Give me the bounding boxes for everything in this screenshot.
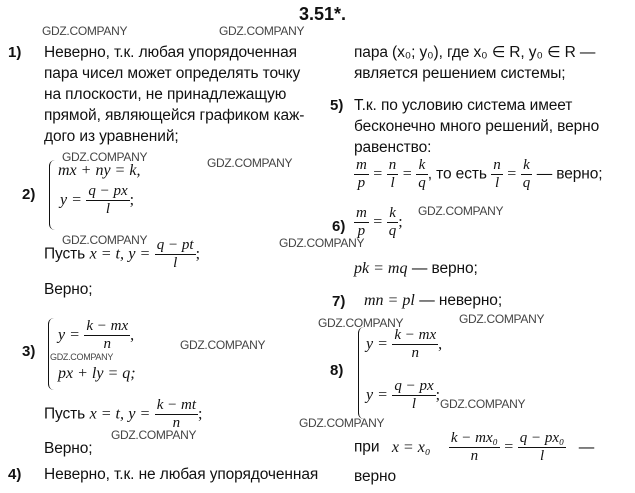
item-2-number: 2)	[22, 186, 36, 203]
watermark: GDZ.COMPANY	[50, 352, 114, 362]
item-1-line-2: пара чисел может определять точку	[44, 65, 301, 82]
item-2-equation-2: y = $\frac{q - px}{l}$ ;	[60, 183, 135, 217]
item-4-number: 4)	[8, 466, 22, 483]
item-8-equation-1: y = $\frac{k - mx}{n}$ ,	[366, 327, 443, 361]
item-4-line-1: Неверно, т.к. не любая упорядоченная	[44, 466, 319, 483]
watermark: GDZ.COMPANY	[318, 316, 404, 330]
item-5-number: 5)	[330, 97, 344, 114]
item-5-line-1: Т.к. по условию система имеет	[354, 97, 573, 114]
watermark: GDZ.COMPANY	[62, 150, 148, 164]
watermark: GDZ.COMPANY	[180, 338, 266, 352]
item-2-equation-1: mx + ny = k,	[58, 162, 141, 179]
watermark: GDZ.COMPANY	[279, 236, 365, 250]
item-4-line-2: пара (x₀; y₀), где x₀ ∈ R, y₀ ∈ R —	[354, 44, 596, 61]
item-5-equality: $\frac{m}{p}$ = $\frac{n}{l}$ = $\frac{k}{q}$ , то есть $\frac{n}{l}$ = $\frac{k}{q}$ — верно;	[356, 157, 603, 191]
watermark: GDZ.COMPANY	[440, 397, 526, 411]
item-3-substitution: Пусть x = t, y = $\frac{k - mt}{n}$ ;	[44, 397, 203, 431]
item-1-line-4: прямой, являющейся графиком каж-	[44, 107, 305, 124]
watermark: GDZ.COMPANY	[418, 204, 504, 218]
item-7-number: 7)	[332, 293, 346, 310]
item-4-line-3: является решением системы;	[354, 65, 566, 82]
item-3-verdict: Верно;	[44, 440, 93, 457]
item-1-line-3: на плоскости, не принадлежащую	[44, 86, 287, 103]
item-3-equation-1: y = $\frac{k - mx}{n}$ ,	[58, 318, 135, 352]
watermark: GDZ.COMPANY	[62, 233, 148, 247]
item-5-line-3: равенство:	[354, 139, 432, 156]
item-8-number: 8)	[330, 362, 344, 379]
watermark: GDZ.COMPANY	[299, 416, 385, 430]
item-6-equality: $\frac{m}{p}$ = $\frac{k}{q}$ ;	[356, 205, 403, 239]
item-6-result: pk = mq — верно;	[354, 260, 478, 277]
item-1-number: 1)	[8, 44, 22, 61]
item-2-substitution: Пусть x = t, y = $\frac{q - pt}{l}$ ;	[44, 237, 201, 271]
item-8-condition: при x = x₀ $\frac{\text{k − mx₀}}{n}$ = $\frac{\text{q − px₀}}{l}$ —	[354, 430, 595, 464]
watermark: GDZ.COMPANY	[207, 156, 293, 170]
item-1-line-5: дого из уравнений;	[44, 128, 179, 145]
page-title: 3.51*.	[299, 4, 347, 24]
item-3-equation-2: px + ly = q;	[58, 365, 136, 382]
item-5-line-2: бесконечно много решений, верно	[354, 118, 600, 135]
item-2-fraction: $\frac{q - px}{l}$	[88, 183, 128, 217]
item-7-result: mn = pl — неверно;	[364, 292, 503, 309]
item-2-verdict: Верно;	[44, 281, 93, 298]
watermark: GDZ.COMPANY	[219, 24, 305, 38]
item-8-verdict: верно	[354, 468, 396, 485]
item-6-number: 6)	[332, 218, 346, 235]
item-2-system-brace	[49, 160, 56, 230]
watermark: GDZ.COMPANY	[111, 428, 197, 442]
item-8-system-brace	[358, 327, 365, 419]
watermark: GDZ.COMPANY	[459, 312, 545, 326]
watermark: GDZ.COMPANY	[42, 24, 128, 38]
item-1-line-1: Неверно, т.к. любая упорядоченная	[44, 44, 297, 61]
item-3-number: 3)	[22, 343, 36, 360]
item-8-equation-2: y = $\frac{q - px}{l}$ ;	[366, 378, 441, 412]
